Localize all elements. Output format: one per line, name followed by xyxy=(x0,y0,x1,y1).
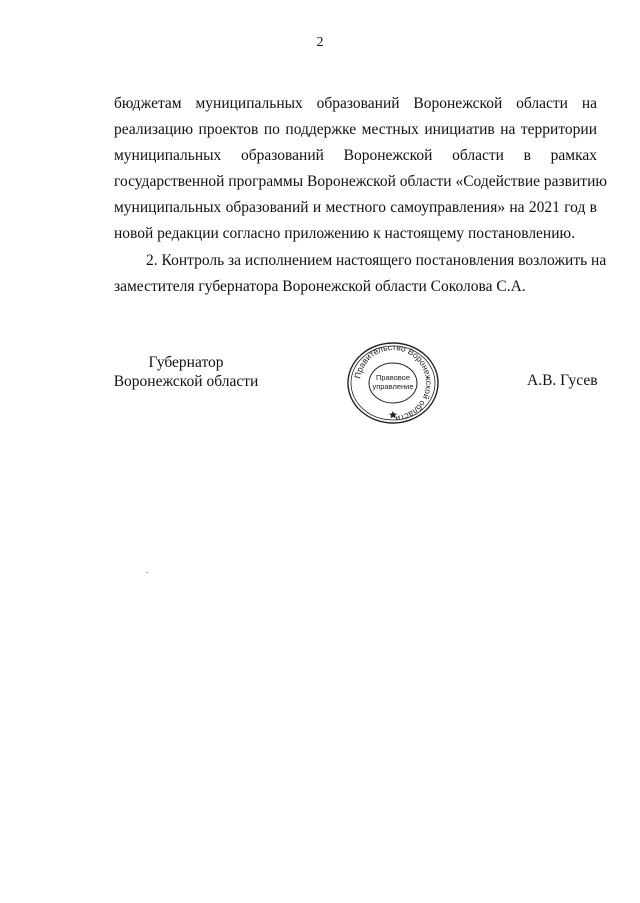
seal-center-line: Правовое xyxy=(375,373,411,382)
signatory-title-line: Воронежской области xyxy=(113,373,259,390)
paragraph-line: заместителя губернатора Воронежской области Соколова С.А. xyxy=(114,278,526,295)
seal-ring-text: Правительство Воронежской области xyxy=(352,341,435,424)
seal-center-line: управление xyxy=(372,382,414,391)
signatory-title xyxy=(112,353,260,391)
body-paragraph-2 xyxy=(114,248,607,300)
paragraph-line: муниципальных образований Воронежской области в рамках xyxy=(114,147,597,164)
paragraph-line: реализацию проектов по поддержке местных инициатив на территории xyxy=(114,121,597,138)
official-seal xyxy=(344,341,442,425)
signatory-title-line: Губернатор xyxy=(148,354,224,371)
signatory-name: А.В. Гусев xyxy=(527,372,598,389)
paragraph-line: государственной программы Воронежской области «Содействие развитию xyxy=(114,173,607,190)
paragraph-line: муниципальных образований и местного самоуправления» на 2021 год в xyxy=(114,199,597,216)
page-number: 2 xyxy=(316,35,324,50)
paragraph-line: новой редакции согласно приложению к настоящему постановлению. xyxy=(114,225,575,242)
paragraph-line: бюджетам муниципальных образований Воронежской области на xyxy=(114,95,597,112)
paragraph-line: 2. Контроль за исполнением настоящего постановления возложить на xyxy=(146,252,607,269)
scan-speck xyxy=(146,572,148,573)
body-paragraph-1 xyxy=(114,91,607,247)
